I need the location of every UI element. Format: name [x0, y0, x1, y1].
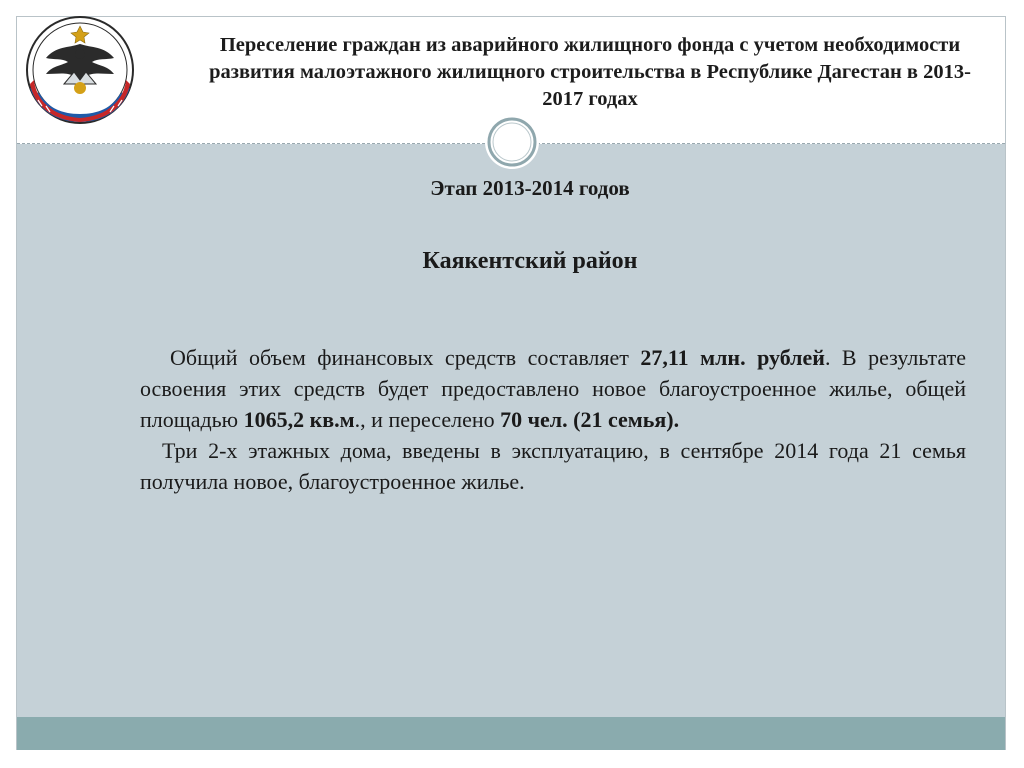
amount-value: 27,11 млн. рублей [640, 345, 825, 370]
paragraph-text: ., и переселено [354, 407, 501, 432]
coat-of-arms-dagestan-icon [24, 14, 136, 126]
slide-title: Переселение граждан из аварийного жилищного фонда с учетом необходимости развития малоэтажного жилищного строительства в Республике Дагестан в 2013-2017 годах [209, 34, 971, 110]
stage-heading: Этап 2013-2014 годов [430, 176, 630, 200]
paragraph-financing [140, 342, 966, 435]
footer-band [17, 717, 1005, 750]
paragraph-text: . В результате освоения этих средств будет предоставлено новое благоустроенное жилье, общей площадью [140, 345, 966, 432]
people-value: 70 чел. (21 семья). [500, 407, 680, 432]
area-value: 1065,2 кв.м [243, 407, 355, 432]
paragraph-text: Общий объем финансовых средств составляет [170, 345, 641, 370]
body-text [140, 342, 966, 497]
district-heading: Каякентский район [422, 248, 638, 274]
paragraph-houses: Три 2-х этажных дома, введены в эксплуатацию, в сентябре 2014 года 21 семья получила новое, благоустроенное жилье. [140, 438, 966, 494]
circle-ornament-icon [484, 114, 540, 170]
